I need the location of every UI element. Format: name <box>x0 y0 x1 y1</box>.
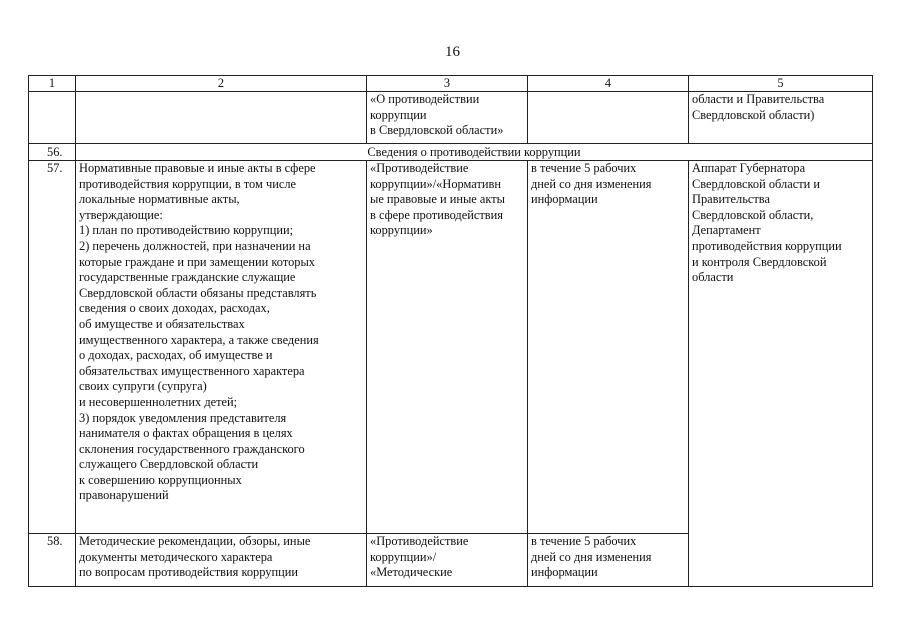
responsible-cell: области и Правительства Свердловской области) <box>689 92 873 144</box>
table-row <box>29 92 873 144</box>
description-cell: Методические рекомендации, обзоры, иные документы методического характера по вопросам противодействия коррупции <box>76 534 367 587</box>
description-cell <box>76 92 367 144</box>
responsible-cell: Аппарат Губернатора Свердловской области и Правительства Свердловской области, Департамент противодействия коррупции и контроля Свердловской области <box>689 161 873 534</box>
description-cell: Нормативные правовые и иные акты в сфере противодействия коррупции, в том числе локальные нормативные акты, утверждающие: 1) план по противодействию коррупции; 2) перечень должностей, при назначении на которые граждане и при замещении которых государственные гражданские служащие Свердловской области обязаны представлять сведения о своих доходах, расходах, об имуществе и обязательствах имущественного характера, а также сведения о доходах, расходах, об имуществе и обязательствах имущественного характера своих супруги (супруга) и несовершеннолетних детей; 3) порядок уведомления представителя нанимателя о фактах обращения в целях склонения государственного гражданского служащего Свердловской области к совершению коррупционных правонарушений <box>76 161 367 534</box>
section-row <box>29 144 873 161</box>
responsible-cell <box>689 534 873 587</box>
table-row <box>29 161 873 534</box>
table-header-row <box>29 76 873 92</box>
document-table <box>28 75 873 587</box>
deadline-cell: в течение 5 рабочих дней со дня изменения информации <box>528 161 689 534</box>
column-header: 1 <box>29 76 76 92</box>
row-number: 57. <box>29 161 76 534</box>
column-header: 5 <box>689 76 873 92</box>
section-name-cell: «Противодействие коррупции»/«Нормативн ые правовые и иные акты в сфере противодействия коррупции» <box>367 161 528 534</box>
section-title: Сведения о противодействии коррупции <box>76 144 873 161</box>
row-number: 56. <box>29 144 76 161</box>
page-number: 16 <box>445 44 460 60</box>
section-name-cell: «Противодействие коррупции»/ «Методические <box>367 534 528 587</box>
column-header: 2 <box>76 76 367 92</box>
row-number-cell <box>29 92 76 144</box>
column-header: 3 <box>367 76 528 92</box>
row-number: 58. <box>29 534 76 587</box>
section-name-cell: «О противодействии коррупции в Свердловской области» <box>367 92 528 144</box>
table-row <box>29 534 873 587</box>
deadline-cell: в течение 5 рабочих дней со дня изменения информации <box>528 534 689 587</box>
column-header: 4 <box>528 76 689 92</box>
deadline-cell <box>528 92 689 144</box>
